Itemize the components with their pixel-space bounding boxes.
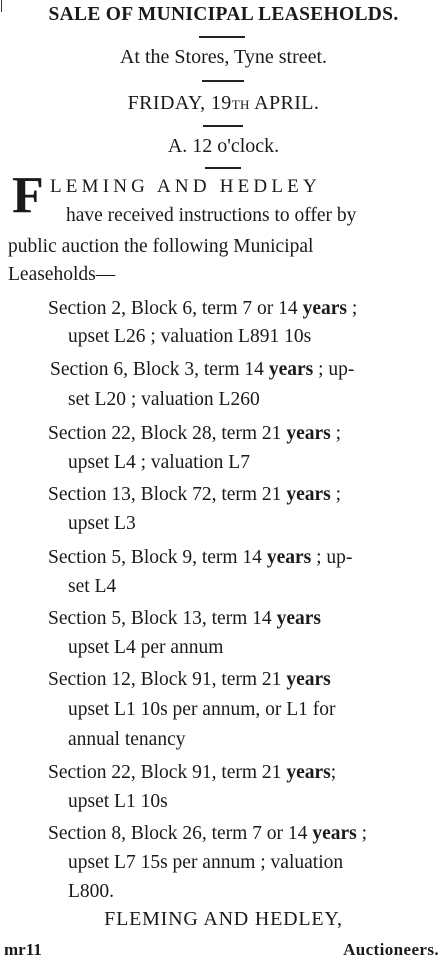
firm-name-intro: LEMING AND HEDLEY xyxy=(50,176,321,197)
emphasis: years xyxy=(286,669,331,690)
lot-line: upset L7 15s per annum ; valuation xyxy=(68,852,344,873)
lot-line: upset L1 10s xyxy=(68,791,168,812)
divider xyxy=(205,167,241,169)
signature: FLEMING AND HEDLEY, xyxy=(104,908,343,930)
intro-line: have received instructions to offer by xyxy=(66,205,357,226)
auctioneers-label: Auctioneers. xyxy=(343,940,439,959)
emphasis: years xyxy=(266,547,312,568)
lot-line: upset L26 ; valuation L891 10s xyxy=(68,326,312,347)
sale-date-month: APRIL. xyxy=(249,92,320,114)
lot-line: annual tenancy xyxy=(68,729,186,750)
lot-line: Section 5, Block 13, term 14 years xyxy=(48,608,321,629)
lot-line: Section 13, Block 72, term 21 years ; xyxy=(48,484,342,505)
intro-line: public auction the following Municipal xyxy=(8,236,314,257)
emphasis: years xyxy=(268,359,314,380)
emphasis: years xyxy=(302,298,347,319)
lot-line: Section 12, Block 91, term 21 years xyxy=(48,669,331,690)
emphasis: years xyxy=(286,423,331,444)
sale-date-day: FRIDAY, 19 xyxy=(127,92,232,114)
sale-date xyxy=(0,92,447,115)
ad-title: SALE OF MUNICIPAL LEASEHOLDS. xyxy=(48,4,399,25)
lot-line: Section 22, Block 91, term 21 years; xyxy=(48,762,337,783)
lot-line: upset L1 10s per annum, or L1 for xyxy=(68,699,336,720)
emphasis: years xyxy=(276,608,321,629)
lot-line: L800. xyxy=(68,881,115,902)
divider xyxy=(203,125,243,127)
ad-code: mr11 xyxy=(4,940,42,959)
lot-line: Section 6, Block 3, term 14 years ; up- xyxy=(50,359,355,380)
lot-line: Section 22, Block 28, term 21 years ; xyxy=(48,423,342,444)
emphasis: years xyxy=(286,484,331,505)
lot-line: Section 2, Block 6, term 7 or 14 years ; xyxy=(48,298,358,319)
divider xyxy=(202,80,244,82)
lot-line: Section 5, Block 9, term 14 years ; up- xyxy=(48,547,353,568)
sale-location: At the Stores, Tyne street. xyxy=(119,46,328,68)
lot-line: set L4 xyxy=(68,576,117,597)
lot-line: Section 8, Block 26, term 7 or 14 years ; xyxy=(48,823,368,844)
sale-time: A. 12 o'clock. xyxy=(167,135,280,157)
intro-line: Leaseholds— xyxy=(8,264,116,285)
emphasis: years xyxy=(286,762,331,783)
lot-line: set L20 ; valuation L260 xyxy=(68,389,260,410)
lot-line: upset L4 per annum xyxy=(68,637,224,658)
lot-line: upset L3 xyxy=(68,513,136,534)
emphasis: years xyxy=(312,823,357,844)
sale-date-suffix: TH xyxy=(231,97,250,112)
divider xyxy=(199,36,245,38)
drop-cap: F xyxy=(12,167,44,224)
lot-line: upset L4 ; valuation L7 xyxy=(68,452,250,473)
